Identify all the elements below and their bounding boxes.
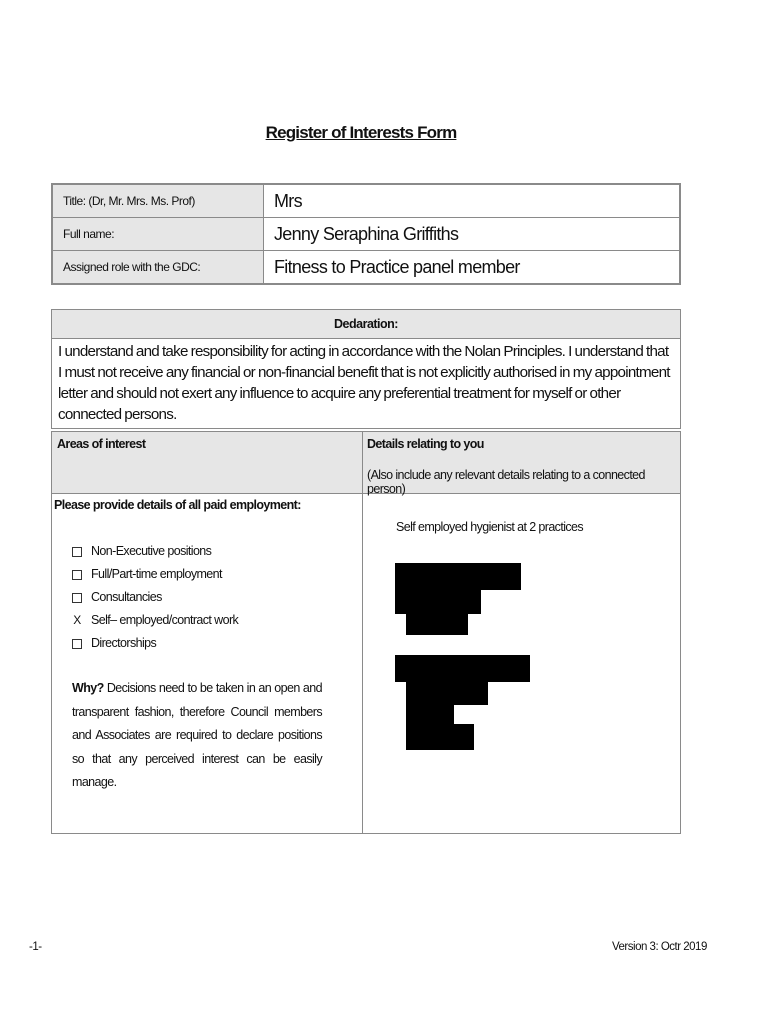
option-non-executive[interactable] [72, 540, 238, 563]
version-label: Version 3: Octr 2019 [612, 941, 707, 953]
employment-options-list [72, 540, 238, 655]
checkbox-full-part-time[interactable] [72, 570, 82, 580]
option-label: Non-Executive positions [91, 544, 212, 558]
info-value-role: Fitness to Practice panel member [264, 251, 681, 285]
option-full-part-time[interactable] [72, 563, 238, 586]
checkbox-consultancies[interactable] [72, 593, 82, 603]
redaction-block [395, 589, 481, 614]
why-text: Decisions need to be taken in an open and transparent fashion, therefore Council members and Associates are required to declare positions so that any perceived interest can be easily manage. [72, 681, 322, 789]
info-value-full-name: Jenny Seraphina Griffiths [264, 218, 681, 251]
option-label: Consultancies [91, 590, 162, 604]
redaction-block [406, 680, 488, 705]
details-note: (Also include any relevant details relating to a connected person) [367, 468, 645, 496]
form-title: Register of Interests Form [265, 123, 457, 142]
info-label-title: Title: (Dr, Mr. Mrs. Ms. Prof) [52, 184, 264, 218]
option-self-employed[interactable] [72, 609, 238, 632]
employment-detail: Self employed hygienist at 2 practices [396, 520, 584, 534]
details-heading: Details relating to you [367, 437, 484, 451]
redaction-block [406, 703, 454, 725]
declaration-text: I understand and take responsibility for acting in accordance with the Nolan Principles. I understand that I must not receive any financial or non-financial benefit that is not explicitly authorised in my appointment letter and should not exert any influence to acquire any preferential treatment for myself or other connected persons. [58, 343, 670, 423]
paid-employment-prompt: Please provide details of all paid employment: [54, 498, 301, 512]
info-row-full-name [52, 218, 680, 251]
page-number: -1- [29, 941, 42, 953]
column-divider [362, 432, 363, 833]
areas-of-interest-heading: Areas of interest [57, 437, 146, 451]
checkbox-non-executive[interactable] [72, 547, 82, 557]
redaction-block [406, 724, 474, 750]
checkbox-directorships[interactable] [72, 639, 82, 649]
redaction-block [395, 655, 530, 682]
checkbox-self-employed-marked[interactable]: X [73, 613, 81, 627]
option-label: Full/Part-time employment [91, 567, 222, 581]
info-value-title: Mrs [264, 184, 681, 218]
option-consultancies[interactable] [72, 586, 238, 609]
redaction-block [395, 563, 521, 590]
declaration-box [51, 309, 681, 429]
info-label-full-name: Full name: [52, 218, 264, 251]
why-label: Why? [72, 681, 104, 695]
option-label: Directorships [91, 636, 157, 650]
personal-info-table [51, 183, 681, 285]
info-row-role [52, 251, 680, 285]
why-explanation [72, 677, 322, 795]
interests-table [51, 431, 681, 834]
declaration-heading: Dedaration: [52, 310, 680, 339]
option-directorships[interactable] [72, 632, 238, 655]
redaction-block [406, 612, 468, 635]
info-label-role: Assigned role with the GDC: [52, 251, 264, 285]
info-row-title [52, 184, 680, 218]
option-label: Self– employed/contract work [91, 613, 239, 627]
